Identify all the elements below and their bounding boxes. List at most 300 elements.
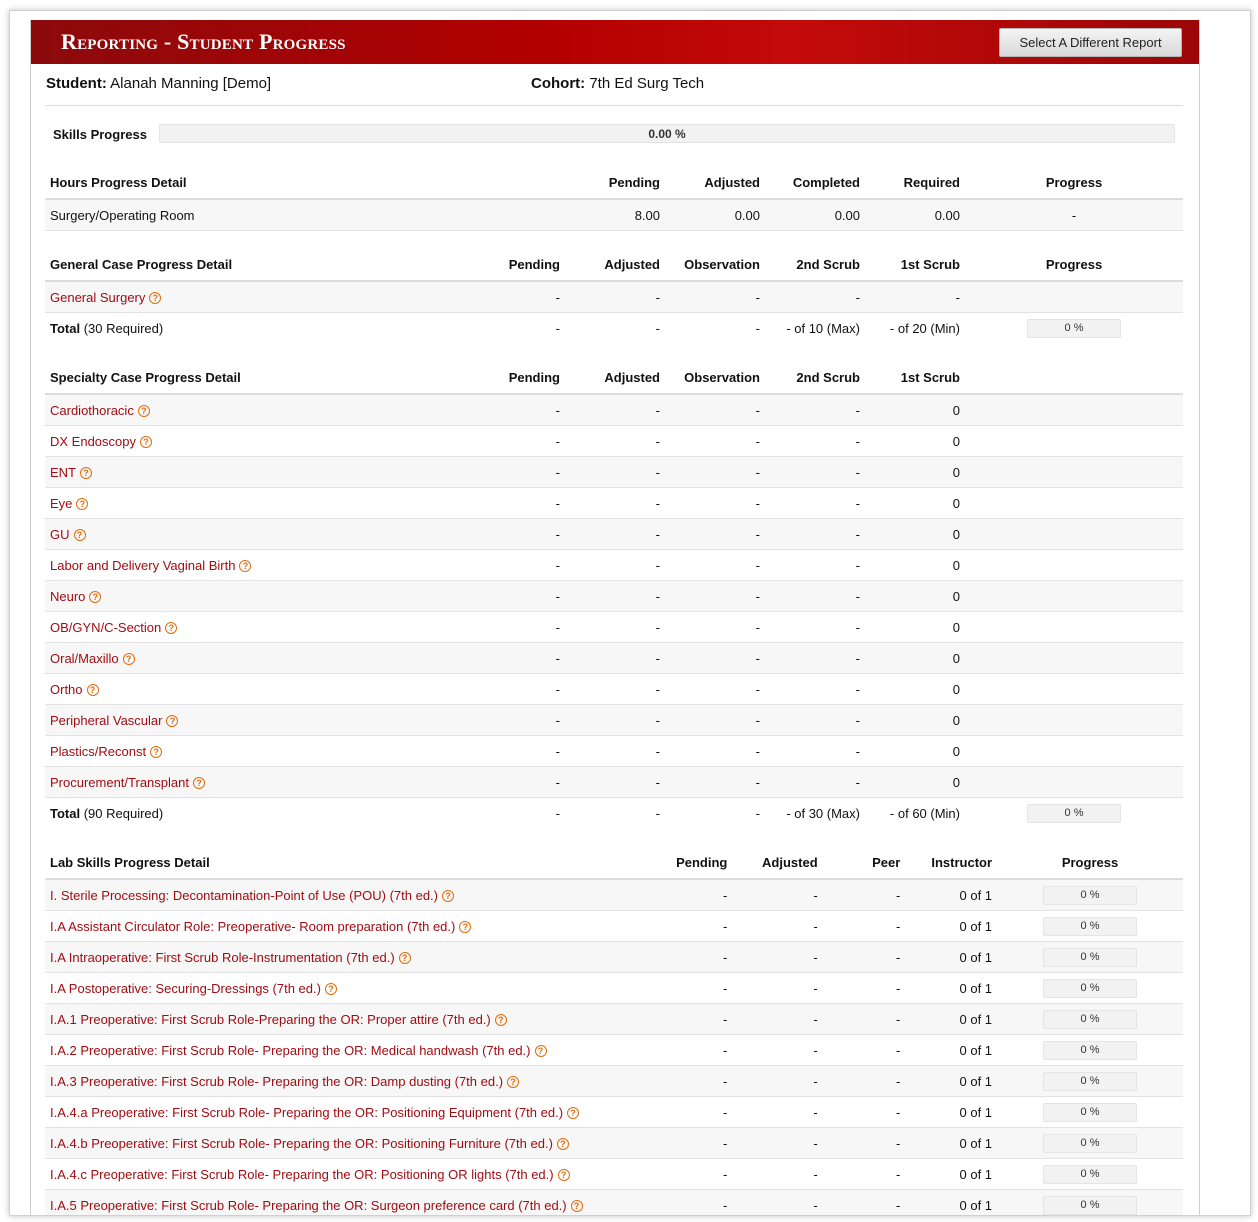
adjusted-cell: - <box>565 674 665 705</box>
pending-cell: - <box>465 612 565 643</box>
table-row <box>45 519 1183 550</box>
skills-progress-bar <box>159 124 1175 143</box>
row-name-cell <box>45 911 643 942</box>
progress-bar <box>1027 319 1121 338</box>
table-row <box>45 1097 1183 1128</box>
adjusted-cell: - <box>565 581 665 612</box>
pending-cell: - <box>465 767 565 798</box>
adjusted-cell: - <box>565 705 665 736</box>
report-header <box>31 20 1199 64</box>
first-scrub-cell: 0 <box>865 767 965 798</box>
peer-cell: - <box>823 1128 906 1159</box>
progress-value: 0 % <box>1080 1012 1100 1025</box>
empty-cell <box>965 519 1183 550</box>
table-row <box>45 879 1183 911</box>
first-scrub-cell: 0 <box>865 674 965 705</box>
help-circle-icon[interactable]: ? <box>507 1076 519 1088</box>
adjusted-cell: - <box>655 805 660 821</box>
lab-header-row <box>45 847 1183 879</box>
column-header-pending: Pending <box>465 362 565 394</box>
table-row <box>45 973 1183 1004</box>
total-label: Total <box>50 805 81 821</box>
adjusted-cell: - <box>732 942 822 973</box>
observation-cell: - <box>665 519 765 550</box>
row-name-cell: Surgery/Operating Room <box>45 199 565 231</box>
progress-cell <box>997 1004 1183 1035</box>
required-cell: 0.00 <box>865 199 965 231</box>
case-link[interactable]: I.A Assistant Circulator Role: Preoperative- Room preparation (7th ed.) <box>50 918 456 934</box>
help-circle-icon[interactable]: ? <box>557 1138 569 1150</box>
pending-cell: - <box>465 519 565 550</box>
adjusted-cell: - <box>732 1066 822 1097</box>
progress-cell <box>997 942 1183 973</box>
second-scrub-cell: - <box>765 674 865 705</box>
adjusted-cell: - <box>732 973 822 1004</box>
cohort-name: 7th Ed Surg Tech <box>589 75 705 92</box>
help-circle-icon[interactable]: ? <box>495 1014 507 1026</box>
column-header-pending: Pending <box>643 847 732 879</box>
pending-cell: - <box>643 942 732 973</box>
case-link[interactable]: I.A.5 Preoperative: First Scrub Role- Preparing the OR: Surgeon preference card (7th ed.) <box>50 1197 567 1213</box>
help-circle-icon[interactable]: ? <box>193 777 205 789</box>
row-name-cell <box>45 736 465 767</box>
total-label-cell <box>45 798 465 829</box>
adjusted-cell: - <box>732 1190 822 1217</box>
case-link[interactable]: ENT <box>50 464 76 480</box>
second-scrub-cell: - <box>765 705 865 736</box>
case-link[interactable]: General Surgery <box>50 289 146 305</box>
adjusted-cell: - <box>565 457 665 488</box>
progress-cell <box>997 879 1183 911</box>
progress-cell <box>997 1159 1183 1190</box>
case-link[interactable]: I.A.4.c Preoperative: First Scrub Role- Preparing the OR: Positioning OR lights (7th ed.) <box>50 1166 554 1182</box>
column-header-completed: Completed <box>765 167 865 199</box>
observation-cell: - <box>665 488 765 519</box>
table-row <box>45 281 1183 313</box>
pending-cell: - <box>643 1066 732 1097</box>
cohort-info <box>531 75 704 92</box>
column-header-blank <box>965 362 1183 394</box>
second-scrub-cell: - <box>765 426 865 457</box>
hours-header-row <box>45 167 1183 199</box>
adjusted-cell: - <box>732 1004 822 1035</box>
observation-cell: - <box>665 581 765 612</box>
progress-value: 0 % <box>1064 321 1084 334</box>
second-scrub-cell: - <box>765 550 865 581</box>
case-link[interactable]: Eye <box>50 495 73 511</box>
case-link[interactable]: I.A Intraoperative: First Scrub Role-Instrumentation (7th ed.) <box>50 949 395 965</box>
help-circle-icon[interactable]: ? <box>442 890 454 902</box>
pending-cell: - <box>465 705 565 736</box>
report-window <box>9 10 1251 1216</box>
progress-cell <box>997 1097 1183 1128</box>
row-name-cell <box>45 942 643 973</box>
progress-bar <box>1043 948 1137 967</box>
help-circle-icon[interactable]: ? <box>239 560 251 572</box>
case-link[interactable]: Oral/Maxillo <box>50 650 119 666</box>
progress-cell <box>997 911 1183 942</box>
adjusted-cell: - <box>565 643 665 674</box>
help-circle-icon[interactable]: ? <box>89 591 101 603</box>
progress-value: 0 % <box>1080 1136 1100 1149</box>
observation-cell: - <box>665 736 765 767</box>
table-row <box>45 581 1183 612</box>
table-row <box>45 705 1183 736</box>
pending-cell: - <box>643 1035 732 1066</box>
help-circle-icon[interactable]: ? <box>140 436 152 448</box>
table-row <box>45 1159 1183 1190</box>
adjusted-cell: - <box>565 519 665 550</box>
pending-cell: - <box>465 550 565 581</box>
adjusted-cell: - <box>565 281 665 313</box>
case-link[interactable]: Plastics/Reconst <box>50 743 147 759</box>
student-name: Alanah Manning [Demo] <box>110 75 272 92</box>
help-circle-icon[interactable]: ? <box>166 715 178 727</box>
help-circle-icon[interactable]: ? <box>571 1200 583 1212</box>
row-name-cell <box>45 550 465 581</box>
row-name-cell <box>45 674 465 705</box>
observation-cell: - <box>755 320 760 336</box>
second-scrub-cell: - <box>765 736 865 767</box>
column-header-pending: Pending <box>465 249 565 281</box>
case-link[interactable]: Ortho <box>50 681 83 697</box>
adjusted-cell: 0.00 <box>665 199 765 231</box>
table-row <box>45 911 1183 942</box>
second-scrub-cell: - <box>765 581 865 612</box>
observation-cell: - <box>665 674 765 705</box>
help-circle-icon[interactable]: ? <box>123 653 135 665</box>
total-row <box>45 313 1183 344</box>
progress-value: 0 % <box>1080 1043 1100 1056</box>
table-row <box>45 612 1183 643</box>
page-title: Reporting - Student Progress <box>61 29 346 54</box>
first-scrub-cell: 0 <box>865 643 965 674</box>
column-header-1st-scrub: 1st Scrub <box>865 362 965 394</box>
adjusted-cell: - <box>732 879 822 911</box>
progress-value: 0 % <box>1080 1198 1100 1211</box>
case-link[interactable]: I.A.1 Preoperative: First Scrub Role-Preparing the OR: Proper attire (7th ed.) <box>50 1011 491 1027</box>
pending-cell: - <box>465 581 565 612</box>
peer-cell: - <box>823 1190 906 1217</box>
second-scrub-cell: - <box>765 612 865 643</box>
empty-cell <box>965 767 1183 798</box>
student-label: Student: <box>46 75 107 92</box>
help-circle-icon[interactable]: ? <box>149 292 161 304</box>
help-circle-icon[interactable]: ? <box>535 1045 547 1057</box>
first-scrub-cell: 0 <box>865 488 965 519</box>
progress-value: 0 % <box>1080 950 1100 963</box>
first-scrub-cell: 0 <box>865 519 965 550</box>
case-link[interactable]: I.A.3 Preoperative: First Scrub Role- Preparing the OR: Damp dusting (7th ed.) <box>50 1073 504 1089</box>
case-link[interactable]: GU <box>50 526 70 542</box>
empty-cell <box>965 426 1183 457</box>
second-scrub-cell: - <box>765 767 865 798</box>
case-link[interactable]: Peripheral Vascular <box>50 712 163 728</box>
instructor-cell: 0 of 1 <box>905 1004 997 1035</box>
case-link[interactable]: Cardiothoracic <box>50 402 134 418</box>
peer-cell: - <box>823 1004 906 1035</box>
pending-cell: - <box>465 426 565 457</box>
case-link[interactable]: Neuro <box>50 588 86 604</box>
pending-cell: - <box>465 736 565 767</box>
adjusted-cell: - <box>565 612 665 643</box>
lab-skills-table <box>45 847 1183 1216</box>
help-circle-icon[interactable]: ? <box>399 952 411 964</box>
pending-cell: - <box>643 879 732 911</box>
second-scrub-cell: - <box>765 643 865 674</box>
empty-cell <box>965 394 1183 426</box>
total-label-cell <box>45 313 465 344</box>
help-circle-icon[interactable]: ? <box>165 622 177 634</box>
column-header-adjusted: Adjusted <box>732 847 822 879</box>
pending-cell: - <box>465 643 565 674</box>
empty-cell <box>965 457 1183 488</box>
progress-cell <box>965 313 1183 344</box>
empty-cell <box>965 643 1183 674</box>
progress-bar <box>1043 1165 1137 1184</box>
first-scrub-cell: 0 <box>865 581 965 612</box>
table-row <box>45 674 1183 705</box>
column-header-instructor: Instructor <box>905 847 997 879</box>
progress-bar <box>1043 1072 1137 1091</box>
second-scrub-cell: - <box>765 519 865 550</box>
general-header-row <box>45 249 1183 281</box>
pending-cell: - <box>465 457 565 488</box>
peer-cell: - <box>823 942 906 973</box>
skills-progress-value: 0.00 % <box>648 126 686 141</box>
specialty-case-table <box>45 362 1183 828</box>
progress-cell: - <box>965 199 1183 231</box>
observation-cell: - <box>665 426 765 457</box>
help-circle-icon[interactable]: ? <box>567 1107 579 1119</box>
divider <box>45 105 1183 106</box>
row-name-cell <box>45 426 465 457</box>
pending-cell: - <box>465 394 565 426</box>
pending-cell: - <box>643 911 732 942</box>
case-link[interactable]: DX Endoscopy <box>50 433 136 449</box>
first-scrub-cell: 0 <box>865 612 965 643</box>
table-row <box>45 1035 1183 1066</box>
observation-cell: - <box>755 805 760 821</box>
instructor-cell: 0 of 1 <box>905 1128 997 1159</box>
row-name-cell <box>45 879 643 911</box>
table-row <box>45 767 1183 798</box>
observation-cell: - <box>665 767 765 798</box>
help-circle-icon[interactable]: ? <box>138 405 150 417</box>
progress-bar <box>1043 1103 1137 1122</box>
row-name-cell <box>45 519 465 550</box>
progress-bar <box>1043 1134 1137 1153</box>
pending-cell: - <box>643 1097 732 1128</box>
help-circle-icon[interactable]: ? <box>558 1169 570 1181</box>
help-circle-icon[interactable]: ? <box>459 921 471 933</box>
column-header-specialty-case-progress-detail: Specialty Case Progress Detail <box>45 362 465 394</box>
select-different-report-button[interactable]: Select A Different Report <box>999 28 1182 57</box>
case-link[interactable]: I.A.2 Preoperative: First Scrub Role- Preparing the OR: Medical handwash (7th ed.) <box>50 1042 531 1058</box>
column-header-observation: Observation <box>665 249 765 281</box>
completed-cell: 0.00 <box>765 199 865 231</box>
progress-cell <box>965 798 1183 829</box>
row-name-cell <box>45 394 465 426</box>
pending-cell: 8.00 <box>565 199 665 231</box>
student-info <box>46 75 271 92</box>
instructor-cell: 0 of 1 <box>905 1159 997 1190</box>
peer-cell: - <box>823 1159 906 1190</box>
row-name-cell <box>45 488 465 519</box>
progress-cell <box>997 1066 1183 1097</box>
observation-cell: - <box>665 281 765 313</box>
case-link[interactable]: I.A Postoperative: Securing-Dressings (7th ed.) <box>50 980 321 996</box>
first-scrub-cell: - of 20 (Min) <box>889 320 960 336</box>
help-circle-icon[interactable]: ? <box>74 529 86 541</box>
peer-cell: - <box>823 973 906 1004</box>
column-header-observation: Observation <box>665 362 765 394</box>
total-label: Total <box>50 320 81 336</box>
table-row <box>45 426 1183 457</box>
help-circle-icon[interactable]: ? <box>325 983 337 995</box>
observation-cell: - <box>665 612 765 643</box>
adjusted-cell: - <box>732 911 822 942</box>
adjusted-cell: - <box>565 488 665 519</box>
case-link[interactable]: I.A.4.a Preoperative: First Scrub Role- Preparing the OR: Positioning Equipment (7th ed.) <box>50 1104 564 1120</box>
second-scrub-cell: - <box>765 394 865 426</box>
instructor-cell: 0 of 1 <box>905 1190 997 1217</box>
adjusted-cell: - <box>565 394 665 426</box>
adjusted-cell: - <box>565 767 665 798</box>
help-circle-icon[interactable]: ? <box>80 467 92 479</box>
second-scrub-cell: - <box>765 281 865 313</box>
instructor-cell: 0 of 1 <box>905 879 997 911</box>
progress-bar <box>1027 804 1121 823</box>
observation-cell: - <box>665 457 765 488</box>
row-name-cell <box>45 612 465 643</box>
column-header-required: Required <box>865 167 965 199</box>
total-required: (30 Required) <box>83 320 164 336</box>
report-card <box>30 20 1200 1216</box>
second-scrub-cell: - <box>765 457 865 488</box>
progress-value: 0 % <box>1080 1167 1100 1180</box>
pending-cell: - <box>643 973 732 1004</box>
empty-cell <box>965 488 1183 519</box>
progress-bar <box>1043 886 1137 905</box>
total-required: (90 Required) <box>83 805 164 821</box>
instructor-cell: 0 of 1 <box>905 1097 997 1128</box>
row-name-cell <box>45 1097 643 1128</box>
instructor-cell: 0 of 1 <box>905 973 997 1004</box>
table-row <box>45 1066 1183 1097</box>
table-row <box>45 394 1183 426</box>
empty-cell <box>965 550 1183 581</box>
help-circle-icon[interactable]: ? <box>150 746 162 758</box>
row-name-cell <box>45 1004 643 1035</box>
table-row <box>45 199 1183 231</box>
adjusted-cell: - <box>732 1035 822 1066</box>
progress-bar <box>1043 1010 1137 1029</box>
case-link[interactable]: I. Sterile Processing: Decontamination-Point of Use (POU) (7th ed.) <box>50 887 438 903</box>
second-scrub-cell: - of 30 (Max) <box>786 805 860 821</box>
table-row <box>45 736 1183 767</box>
observation-cell: - <box>665 550 765 581</box>
peer-cell: - <box>823 911 906 942</box>
case-link[interactable]: Procurement/Transplant <box>50 774 189 790</box>
adjusted-cell: - <box>565 426 665 457</box>
first-scrub-cell: 0 <box>865 736 965 767</box>
column-header-progress: Progress <box>965 249 1183 281</box>
empty-cell <box>965 281 1183 313</box>
table-row <box>45 1004 1183 1035</box>
table-row <box>45 550 1183 581</box>
pending-cell: - <box>643 1004 732 1035</box>
column-header-peer: Peer <box>823 847 906 879</box>
progress-bar <box>1043 1041 1137 1060</box>
column-header-1st-scrub: 1st Scrub <box>865 249 965 281</box>
pending-cell: - <box>465 674 565 705</box>
pending-cell: - <box>643 1159 732 1190</box>
adjusted-cell: - <box>655 320 660 336</box>
progress-bar <box>1043 1196 1137 1215</box>
second-scrub-cell: - <box>765 488 865 519</box>
table-row <box>45 942 1183 973</box>
column-header-2nd-scrub: 2nd Scrub <box>765 249 865 281</box>
case-link[interactable]: OB/GYN/C-Section <box>50 619 162 635</box>
column-header-adjusted: Adjusted <box>565 362 665 394</box>
progress-value: 0 % <box>1080 1074 1100 1087</box>
peer-cell: - <box>823 1035 906 1066</box>
first-scrub-cell: 0 <box>865 426 965 457</box>
row-name-cell <box>45 281 465 313</box>
column-header-hours-progress-detail: Hours Progress Detail <box>45 167 565 199</box>
column-header-progress: Progress <box>965 167 1183 199</box>
progress-value: 0 % <box>1080 919 1100 932</box>
empty-cell <box>965 674 1183 705</box>
table-row <box>45 488 1183 519</box>
help-circle-icon[interactable]: ? <box>87 684 99 696</box>
case-link[interactable]: Labor and Delivery Vaginal Birth <box>50 557 236 573</box>
peer-cell: - <box>823 1066 906 1097</box>
instructor-cell: 0 of 1 <box>905 1035 997 1066</box>
observation-cell: - <box>665 643 765 674</box>
progress-value: 0 % <box>1064 806 1084 819</box>
first-scrub-cell: - of 60 (Min) <box>889 805 960 821</box>
row-name-cell <box>45 973 643 1004</box>
table-row <box>45 1190 1183 1217</box>
instructor-cell: 0 of 1 <box>905 942 997 973</box>
table-row <box>45 1128 1183 1159</box>
pending-cell: - <box>465 281 565 313</box>
peer-cell: - <box>823 1097 906 1128</box>
adjusted-cell: - <box>565 736 665 767</box>
help-circle-icon[interactable]: ? <box>76 498 88 510</box>
table-row <box>45 643 1183 674</box>
skills-progress-label: Skills Progress <box>53 127 147 142</box>
pending-cell: - <box>643 1128 732 1159</box>
hours-progress-table <box>45 167 1183 231</box>
instructor-cell: 0 of 1 <box>905 911 997 942</box>
empty-cell <box>965 705 1183 736</box>
column-header-progress: Progress <box>997 847 1183 879</box>
row-name-cell <box>45 581 465 612</box>
progress-bar <box>1043 917 1137 936</box>
case-link[interactable]: I.A.4.b Preoperative: First Scrub Role- Preparing the OR: Positioning Furniture (7th ed.) <box>50 1135 553 1151</box>
first-scrub-cell: 0 <box>865 705 965 736</box>
progress-cell <box>997 1035 1183 1066</box>
first-scrub-cell: 0 <box>865 457 965 488</box>
column-header-pending: Pending <box>565 167 665 199</box>
progress-cell <box>997 1190 1183 1217</box>
progress-value: 0 % <box>1080 888 1100 901</box>
pending-cell: - <box>555 320 560 336</box>
instructor-cell: 0 of 1 <box>905 1066 997 1097</box>
